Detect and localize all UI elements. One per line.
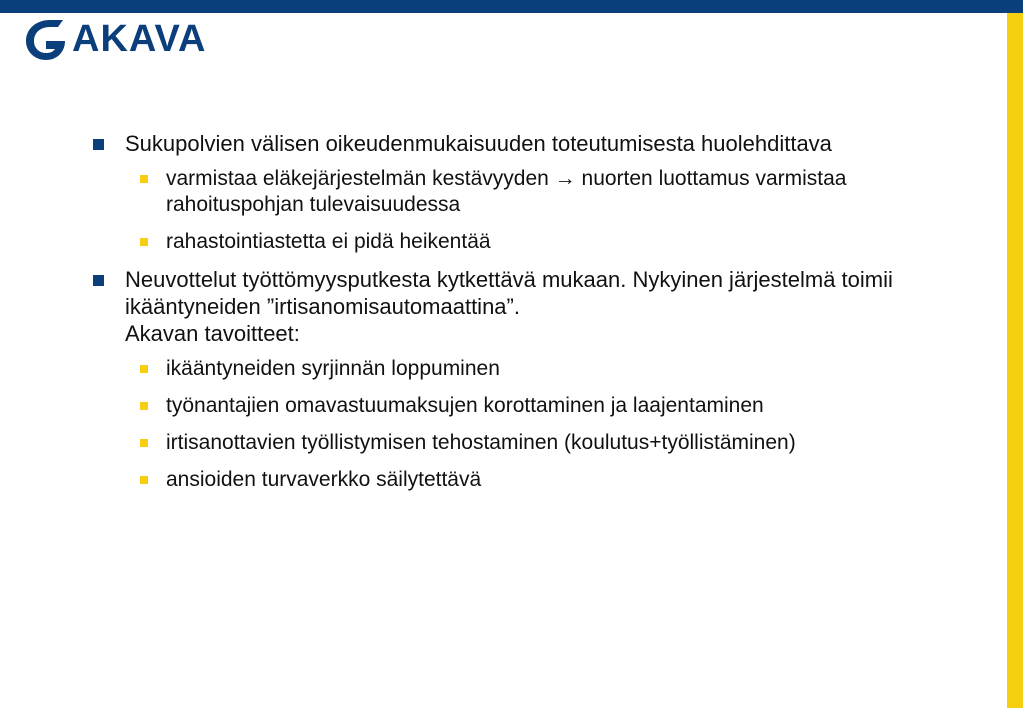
sub-bullet-item: [90, 467, 990, 493]
bullet-text: Sukupolvien välisen oikeudenmukaisuuden toteutumisesta huolehdittava: [125, 131, 832, 156]
akava-logo-mark-icon: [24, 16, 68, 62]
sub-bullet-item: [90, 430, 990, 456]
sub-bullet-text: ansioiden turvaverkko säilytettävä: [166, 468, 482, 491]
bullet-text-line2: Akavan tavoitteet:: [125, 321, 300, 346]
sub-bullet-text: rahastointiastetta ei pidä heikentää: [166, 230, 491, 253]
bullet-item: [90, 130, 990, 157]
square-bullet-icon: [140, 439, 148, 447]
bullet-item: [90, 266, 990, 347]
sub-bullet-item: [90, 356, 990, 382]
akava-logo: [24, 16, 214, 62]
slide-content: [90, 130, 990, 504]
sub-bullet-item: [90, 229, 990, 255]
square-bullet-icon: [140, 402, 148, 410]
sub-bullet-text: varmistaa eläkejärjestelmän kestävyyden → nuorten luottamus varmistaa rahoituspohjan tulevaisuudessa: [166, 167, 847, 216]
square-bullet-icon: [140, 476, 148, 484]
sub-bullet-text: ikääntyneiden syrjinnän loppuminen: [166, 357, 500, 380]
top-bar: [0, 0, 1023, 13]
sub-bullet-text: työnantajien omavastuumaksujen korottaminen ja laajentaminen: [166, 394, 764, 417]
sub-bullet-text: irtisanottavien työllistymisen tehostaminen (koulutus+työllistäminen): [166, 431, 796, 454]
square-bullet-icon: [140, 175, 148, 183]
sub-bullet-item: [90, 166, 990, 218]
square-bullet-icon: [140, 238, 148, 246]
bullet-text: Neuvottelut työttömyysputkesta kytkettävä mukaan. Nykyinen järjestelmä toimii ikääntyneiden ”irtisanomisautomaattina”.: [125, 267, 893, 319]
sub-bullet-item: [90, 393, 990, 419]
square-bullet-icon: [140, 365, 148, 373]
square-bullet-icon: [93, 275, 104, 286]
right-stripe: [1007, 13, 1023, 708]
square-bullet-icon: [93, 139, 104, 150]
logo-text: AKAVA: [72, 18, 207, 60]
